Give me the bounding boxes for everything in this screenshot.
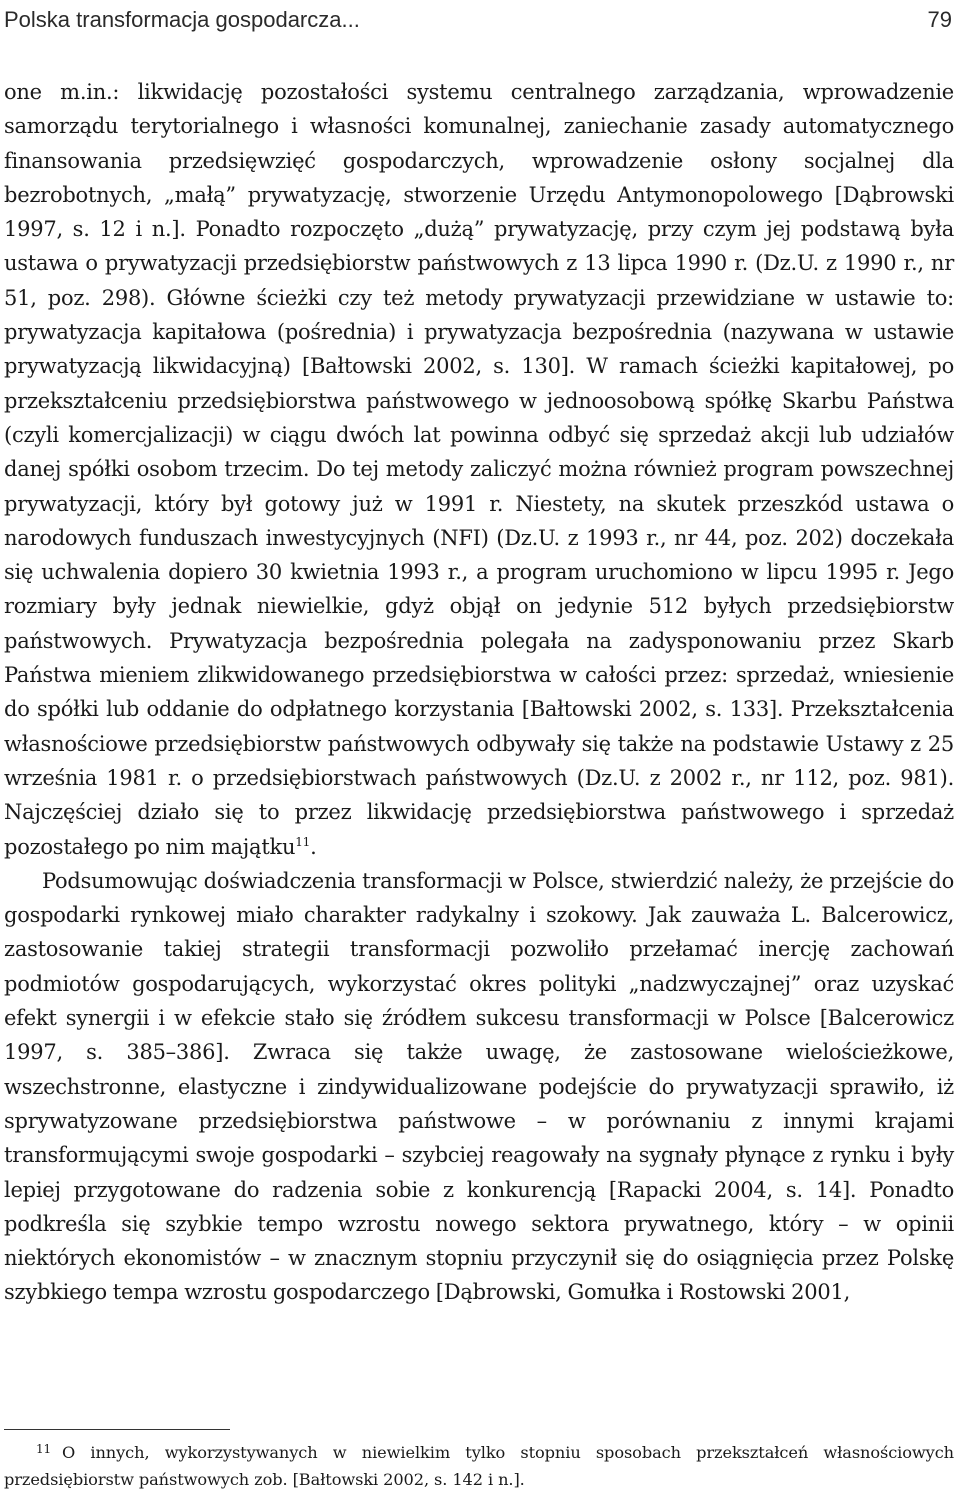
running-title: Polska transformacja gospodarcza... <box>4 7 360 32</box>
page-number: 79 <box>927 7 952 32</box>
paragraph-continued <box>4 75 954 864</box>
paragraph-2: Podsumowując doświadczenia transformacji w Polsce, stwierdzić należy, że przejście do gospodarki rynkowej miało charakter radykalny i szokowy. Jak zauważa L. Balcerowicz, zastosowanie takiej strategii transformacji pozwoliło przełamać inercję zachowań podmiotów gospodarujących, wykorzystać okres polityki „nadzwyczajnej” oraz uzyskać efekt synergii i w efekcie stało się źródłem sukcesu transformacji w Polsce [Balcerowicz 1997, s. 385–386]. Zwraca się także uwagę, że zastosowane wielościeżkowe, wszechstronne, elastyczne i zindywidualizowane podejście do prywatyzacji sprawiło, iż sprywatyzowane przedsiębiorstwa państwowe – w porównaniu z innymi krajami transformującymi swoje gospodarki – szybciej reagowały na sygnały płynące z rynku i były lepiej przygotowane do radzenia sobie z konkurencją [Rapacki 2004, s. 14]. Ponadto podkreśla się szybkie tempo wzrostu nowego sektora prywatnego, który – w opinii niektórych ekonomistów – w znacznym stopniu przyczynił się do osiągnięcia przez Polskę szybkiego tempa wzrostu gospodarczego [Dąbrowski, Gomułka i Rostowski 2001, <box>4 868 954 1305</box>
footnote-divider <box>4 1429 230 1430</box>
footnote-number: 11 <box>36 1442 52 1456</box>
footnote-reference[interactable]: 11 <box>295 834 311 849</box>
running-header <box>4 0 952 40</box>
paragraph-1-text: one m.in.: likwidację pozostałości systemu centralnego zarządzania, wprowadzenie samorządu terytorialnego i własności komunalnej, zaniechanie zasady automatycznego finansowania przedsięwzięć gospodarczych, wprowadzenie osłony socjalnej dla bezrobotnych, „małą” prywatyzację, stworzenie Urzędu Antymonopolowego [Dąbrowski 1997, s. 12 i n.]. Ponadto rozpoczęto „dużą” prywatyzację, przy czym jej podstawą była ustawa o prywatyzacji przedsiębiorstw państwowych z 13 lipca 1990 r. (Dz.U. z 1990 r., nr 51, poz. 298). Główne ścieżki czy też metody prywatyzacji przewidziane w ustawie to: prywatyzacja kapitałowa (pośrednia) i prywatyzacja bezpośrednia (nazywana w ustawie prywatyzacją likwidacyjną) [Bałtowski 2002, s. 130]. W ramach ścieżki kapitałowej, po przekształceniu przedsiębiorstwa państwowego w jednoosobową spółkę Skarbu Państwa (czyli komercjalizacji) w ciągu dwóch lat powinna odbyć się sprzedaż akcji lub udziałów danej spółki osobom trzecim. Do tej metody zaliczyć można również program powszechnej prywatyzacji, który był gotowy już w 1991 r. Niestety, na skutek przeszkód ustawa o narodowych funduszach inwestycyjnych (NFI) (Dz.U. z 1993 r., nr 44, poz. 202) doczekała się uchwalenia dopiero 30 kwietnia 1993 r., a program uruchomiono w lipcu 1995 r. Jego rozmiary były jednak niewielkie, gdyż objął on jedynie 512 byłych przedsiębiorstw państwowych. Prywatyzacja bezpośrednia polegała na zadysponowaniu przez Skarb Państwa mieniem zlikwidowanego przedsiębiorstwa w całości przez: sprzedaż, wniesienie do spółki lub oddanie do odpłatnego korzystania [Bałtowski 2002, s. 133]. Przekształcenia własnościowe przedsiębiorstw państwowych odbywały się także na podstawie Ustawy z 25 września 1981 r. o przedsiębiorstwach państwowych (Dz.U. z 2002 r., nr 112, poz. 981). Najczęściej działo się to przez likwidację przedsiębiorstwa państwowego i sprzedaż pozostałego po nim majątku <box>4 80 954 859</box>
paragraph-1-end: . <box>310 834 317 859</box>
footnote-text: O innych, wykorzystywanych w niewielkim tylko stopniu sposobach przekształceń własnościowych przedsiębiorstw państwowych zob. [Bałtowski 2002, s. 142 i n.]. <box>4 1443 954 1489</box>
footnote <box>4 1436 954 1493</box>
main-text <box>4 75 954 1310</box>
